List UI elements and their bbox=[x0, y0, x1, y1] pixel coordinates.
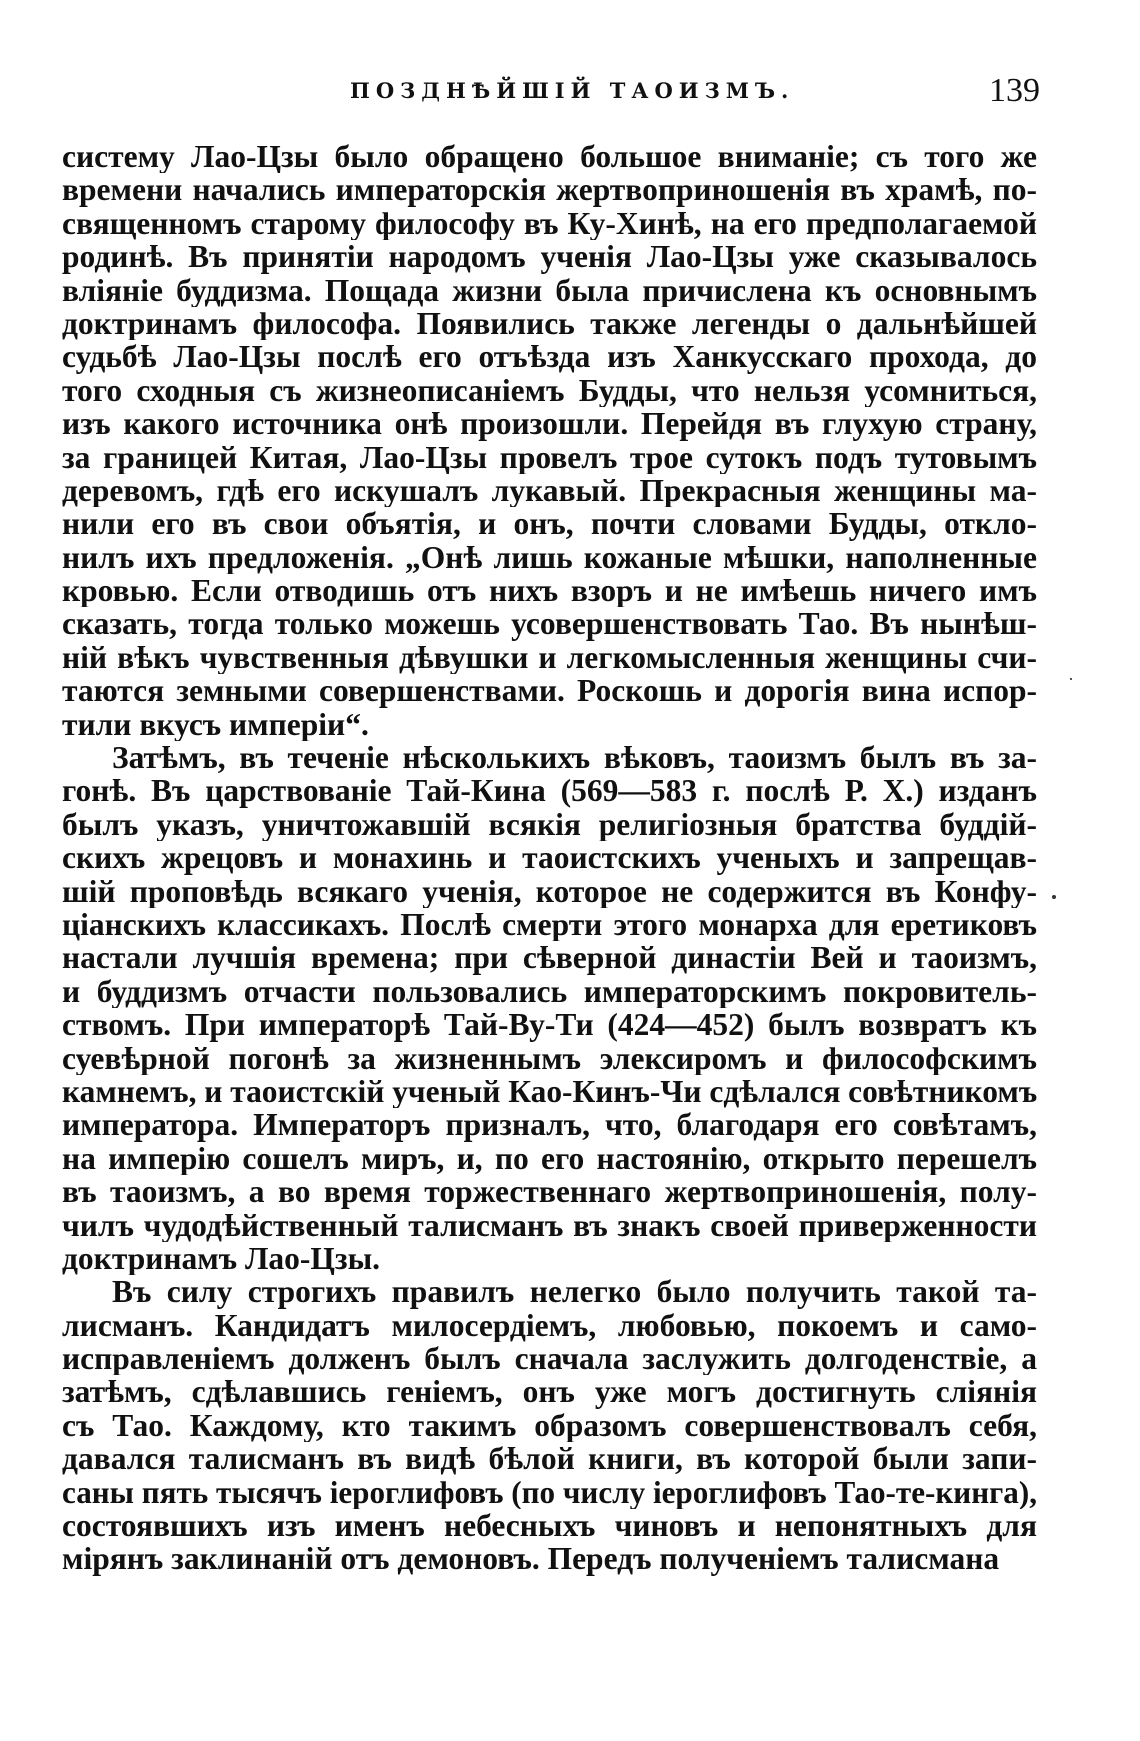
text-line: давался талисманъ въ видѣ бѣлой книги, въ которой были запи- bbox=[62, 1442, 1037, 1476]
text-line: кровью. Если отводишь отъ нихъ взоръ и не имѣешь ничего имъ bbox=[62, 574, 1037, 608]
text-line: родинѣ. Въ принятіи народомъ ученія Лао-Цзы уже сказывалось bbox=[62, 240, 1037, 274]
text-line: тили вкусъ имперіи“. bbox=[62, 707, 369, 742]
text-line: систему Лао-Цзы было обращено большое вниманіе; съ того же bbox=[62, 140, 1037, 174]
text-line: нили его въ свои объятія, и онъ, почти словами Будды, откло- bbox=[62, 507, 1037, 541]
text-line: скихъ жрецовъ и монахинь и таоистскихъ ученыхъ и запрещав- bbox=[62, 841, 1037, 875]
text-line: суевѣрной погонѣ за жизненнымъ элексиромъ и философскимъ bbox=[62, 1041, 1037, 1075]
text-line: судьбѣ Лао-Цзы послѣ его отъѣзда изъ Ханкусскаго прохода, до bbox=[62, 340, 1037, 374]
text-line: исправленіемъ долженъ былъ сначала заслужить долгоденствіе, а bbox=[62, 1342, 1037, 1376]
text-line: за границей Китая, Лао-Цзы провелъ трое сутокъ подъ тутовымъ bbox=[62, 440, 1037, 474]
text-line: того сходныя съ жизнеописаніемъ Будды, что нельзя усомниться, bbox=[62, 373, 1037, 408]
text-line: камнемъ, и таоистскій ученый Као-Кинъ-Чи сдѣлался совѣтникомъ bbox=[62, 1074, 1038, 1109]
running-title: ПОЗДНѢЙШІЙ ТАОИЗМЪ. bbox=[350, 78, 795, 103]
text-line: чилъ чудодѣйственный талисманъ въ знакъ своей приверженности bbox=[62, 1208, 1037, 1242]
text-line: и буддизмъ отчасти пользовались императорскимъ покровитель- bbox=[62, 974, 1037, 1009]
text-line: затѣмъ, сдѣлавшись геніемъ, онъ уже могъ достигнуть сліянія bbox=[62, 1375, 1037, 1409]
text-line: доктринамъ философа. Появились также легенды о дальнѣйшей bbox=[62, 306, 1037, 341]
text-line: ній вѣкъ чувственныя дѣвушки и легкомысленныя женщины счи- bbox=[62, 640, 1037, 675]
print-speck bbox=[1070, 678, 1072, 680]
print-speck bbox=[1052, 895, 1056, 899]
page-number: 139 bbox=[989, 72, 1040, 109]
body-text bbox=[62, 140, 1037, 1576]
text-line: настали лучшія времена; при сѣверной династіи Вей и таоизмъ, bbox=[62, 941, 1037, 975]
text-line: саны пять тысячъ іероглифовъ (по числу іероглифовъ Тао-те-кинга), bbox=[62, 1475, 1037, 1510]
text-line: шій проповѣдь всякаго ученія, которое не содержится въ Конфу- bbox=[62, 874, 1037, 908]
paragraph bbox=[62, 1275, 1037, 1576]
running-header bbox=[60, 72, 1040, 112]
text-line: доктринамъ Лао-Цзы. bbox=[62, 1241, 381, 1276]
text-line: императора. Императоръ призналъ, что, благодаря его совѣтамъ, bbox=[62, 1108, 1037, 1142]
text-line: былъ указъ, уничтожавшій всякія религіозныя братства буддій- bbox=[62, 807, 1037, 842]
text-line: Въ силу строгихъ правилъ нелегко было получить такой та- bbox=[112, 1275, 1037, 1309]
text-line: таются земными совершенствами. Роскошь и дорогія вина испор- bbox=[62, 674, 1037, 708]
text-line: съ Тао. Каждому, кто такимъ образомъ совершенствовалъ себя, bbox=[62, 1408, 1037, 1443]
text-line: мірянъ заклинаній отъ демоновъ. Передъ полученіемъ талисмана bbox=[62, 1542, 1000, 1576]
text-line: состоявшихъ изъ именъ небесныхъ чиновъ и непонятныхъ для bbox=[62, 1509, 1037, 1543]
text-line: ствомъ. При императорѣ Тай-Ву-Ти (424—452) былъ возвратъ къ bbox=[62, 1008, 1037, 1042]
text-line: гонѣ. Въ царствованіе Тай-Кина (569—583 г. послѣ Р. Х.) изданъ bbox=[62, 774, 1037, 808]
text-line: ціанскихъ классикахъ. Послѣ смерти этого монарха для еретиковъ bbox=[62, 907, 1037, 942]
text-line: деревомъ, гдѣ его искушалъ лукавый. Прекрасныя женщины ма- bbox=[62, 473, 1037, 508]
text-line: времени начались императорскія жертвоприношенія въ храмѣ, по- bbox=[62, 173, 1037, 207]
text-line: изъ какого источника онѣ произошли. Перейдя въ глухую страну, bbox=[62, 407, 1037, 441]
text-line: священномъ старому философу въ Ку-Хинѣ, на его предполагаемой bbox=[62, 206, 1037, 241]
paragraph bbox=[62, 741, 1037, 1275]
text-line: на имперію сошелъ миръ, и, по его настоянію, открыто перешелъ bbox=[62, 1141, 1037, 1176]
text-line: Затѣмъ, въ теченіе нѣсколькихъ вѣковъ, таоизмъ былъ въ за- bbox=[112, 741, 1037, 775]
paragraph bbox=[62, 140, 1037, 741]
text-line: лисманъ. Кандидатъ милосердіемъ, любовью, покоемъ и само- bbox=[62, 1308, 1037, 1343]
text-line: нилъ ихъ предложенія. „Онѣ лишь кожаные мѣшки, наполненные bbox=[62, 540, 1037, 575]
text-line: сказать, тогда только можешь усовершенствовать Тао. Въ нынѣш- bbox=[62, 607, 1037, 641]
text-line: въ таоизмъ, а во время торжественнаго жертвоприношенія, полу- bbox=[62, 1175, 1037, 1209]
text-line: вліяніе буддизма. Пощада жизни была причислена къ основнымъ bbox=[62, 273, 1037, 307]
